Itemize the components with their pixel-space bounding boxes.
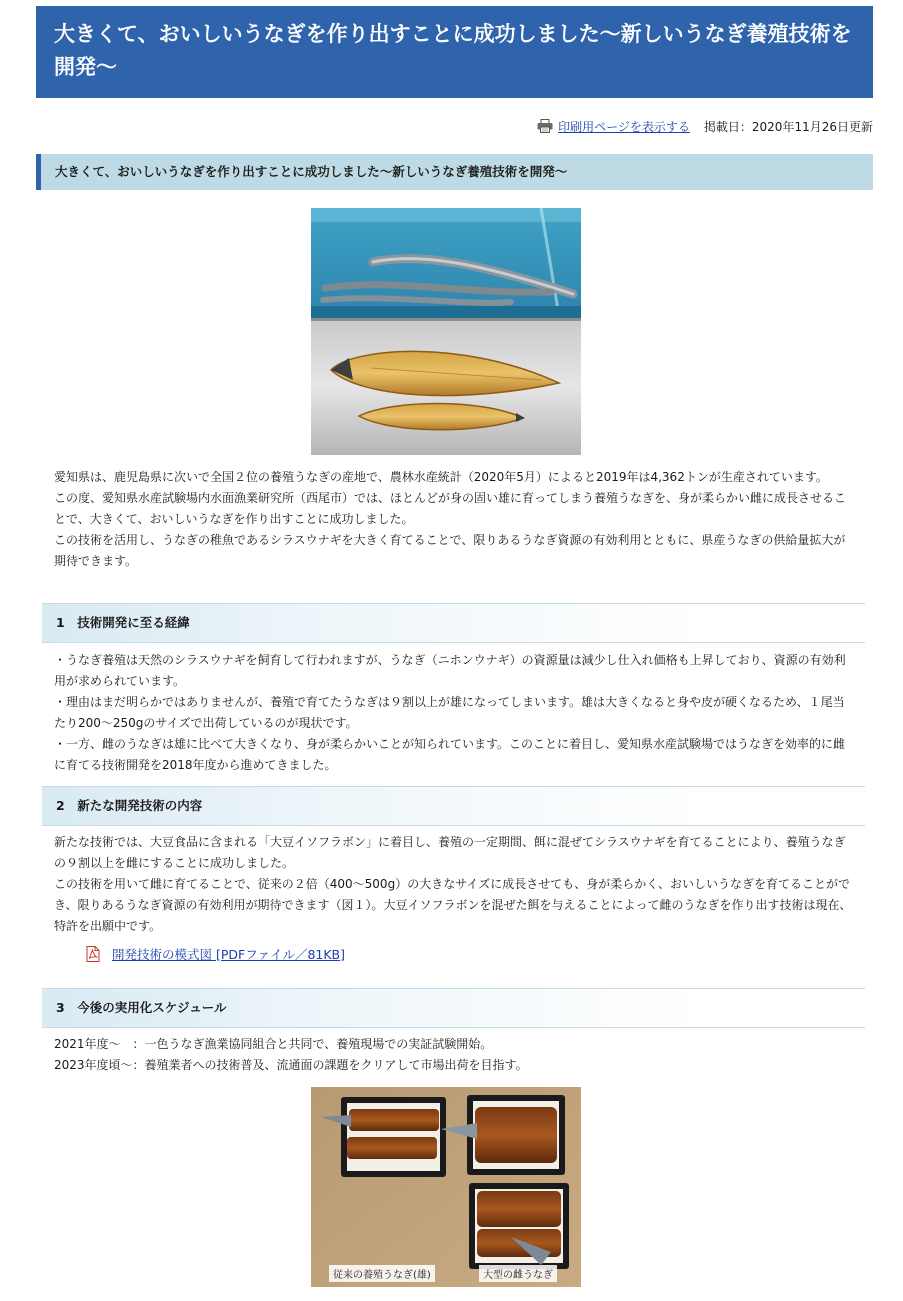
- intro-paragraph: この度、愛知県水産試験場内水面漁業研究所（西尾市）では、ほとんどが身の固い雄に育ってしまう養殖うなぎを、身が柔らかい雌に成長させることで、大きくて、おいしいうなぎを作り出すことに成功しました。: [54, 491, 847, 526]
- section-paragraph: ・うなぎ養殖は天然のシラスウナギを飼育して行われますが、うなぎ（ニホンウナギ）の資源量は減少し仕入れ価格も上昇しており、資源の有効利用が求められています。: [54, 653, 846, 688]
- section-paragraph: ・一方、雌のうなぎは雄に比べて大きくなり、身が柔らかいことが知られています。このことに着目し、愛知県水産試験場ではうなぎを効率的に雌に育てる技術開発を2018年度から進めてきました。: [54, 737, 846, 772]
- section-paragraph: この技術を用いて雌に育てることで、従来の２倍（400～500g）の大きなサイズに成長させても、身が柔らかく、おいしいうなぎを育てることができ、限りあるうなぎ資源の有効利用が期待できます（図１）。大豆イソフラボンを混ぜた餌を与えることによって雌のうなぎを作り出す技術は現在、特許を出願中です。: [54, 877, 852, 933]
- page-meta: [36, 116, 873, 136]
- printer-icon[interactable]: [537, 119, 553, 133]
- pdf-attachment[interactable]: [86, 944, 345, 964]
- page-title: 大きくて、おいしいうなぎを作り出すことに成功しました～新しいうなぎ養殖技術を開発～: [36, 6, 873, 98]
- intro-paragraph: この技術を活用し、うなぎの稚魚であるシラスウナギを大きく育てることで、限りあるうなぎ資源の有効利用とともに、県産うなぎの供給量拡大が期待できます。: [54, 533, 846, 568]
- section-technology-text: [54, 832, 854, 937]
- intro-paragraph: 愛知県は、鹿児島県に次いで全国２位の養殖うなぎの産地で、農林水産統計（2020年5月）によると2019年は4,362トンが生産されています。: [54, 470, 828, 484]
- schedule-item: 2023年度頃～：養殖業者への技術普及、流通面の課題をクリアして市場出荷を目指す。: [54, 1058, 528, 1072]
- pdf-file-icon: [86, 946, 100, 962]
- section-heading-technology: 2 新たな開発技術の内容: [42, 786, 865, 826]
- section-paragraph: ・理由はまだ明らかではありませんが、養殖で育てたうなぎは９割以上が雄になってしまいます。雄は大きくなると身や皮が硬くなるため、１尾当たり200～250gのサイズで出荷しているのが現状です。: [54, 695, 845, 730]
- intro-text: [54, 467, 854, 572]
- pdf-link[interactable]: 開発技術の模式図 [PDFファイル／81KB]: [112, 947, 346, 962]
- eel-comparison-photo: [311, 208, 581, 455]
- section-schedule-text: [54, 1034, 854, 1076]
- section-heading-background: 1 技術開発に至る経緯: [42, 603, 865, 643]
- caption-conventional-eel: 従来の養殖うなぎ(雄): [329, 1265, 435, 1282]
- schedule-item: 2021年度～ ：一色うなぎ漁業協同組合と共同で、養殖現場での実証試験開始。: [54, 1037, 493, 1051]
- print-page-link[interactable]: 印刷用ページを表示する: [558, 119, 690, 134]
- publish-date: 掲載日：2020年11月26日更新: [703, 119, 873, 134]
- section-paragraph: 新たな技術では、大豆食品に含まれる「大豆イソフラボン」に着目し、養殖の一定期間、餌に混ぜてシラスウナギを育てることにより、養殖うなぎの９割以上を雌にすることに成功しました。: [54, 835, 846, 870]
- section-background-text: [54, 650, 854, 776]
- article-subheading: 大きくて、おいしいうなぎを作り出すことに成功しました～新しいうなぎ養殖技術を開発～: [36, 154, 873, 190]
- caption-large-female-eel: 大型の雌うなぎ: [479, 1265, 557, 1282]
- unaju-comparison-photo: [311, 1087, 581, 1287]
- section-heading-schedule: 3 今後の実用化スケジュール: [42, 988, 865, 1028]
